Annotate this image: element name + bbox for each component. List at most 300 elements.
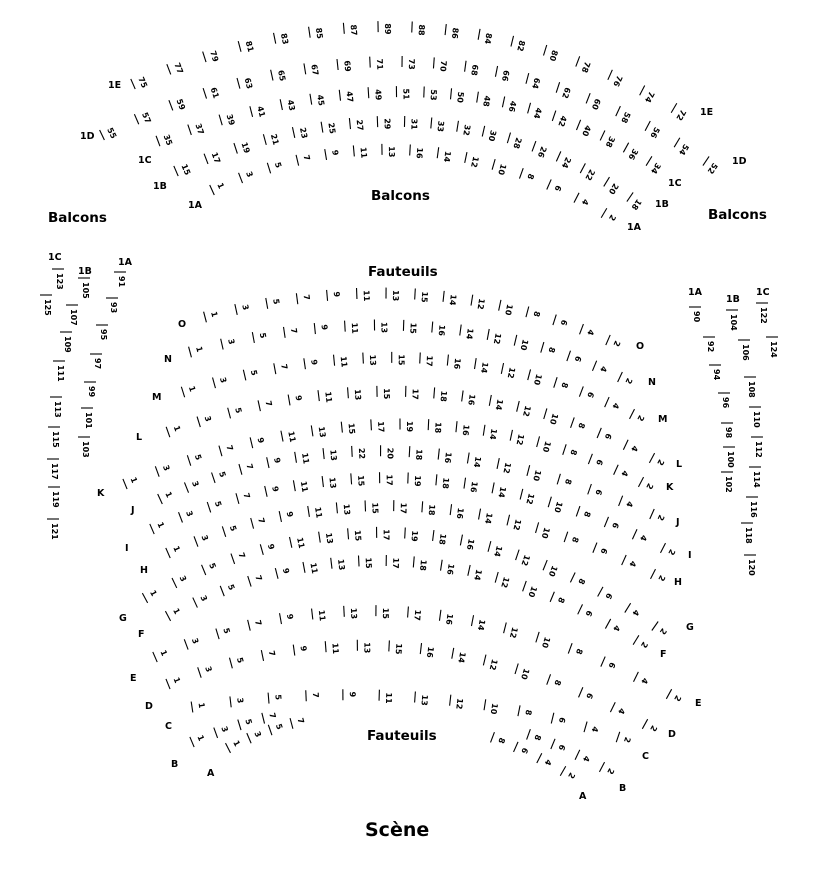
seat-1B-112[interactable]: [751, 437, 763, 458]
seat-G-11[interactable]: [290, 536, 307, 549]
seat-F-7[interactable]: [248, 574, 264, 586]
seat-1E-74[interactable]: [640, 85, 656, 104]
seat-1A-3[interactable]: [239, 170, 255, 183]
seat-L-13[interactable]: [348, 387, 363, 400]
seat-N-12[interactable]: [487, 329, 502, 345]
seat-L-18[interactable]: [434, 387, 449, 402]
seat-C-4[interactable]: [584, 722, 600, 734]
seat-G-5[interactable]: [202, 562, 218, 575]
seat-J-6[interactable]: [588, 484, 604, 497]
seat-F-16[interactable]: [441, 560, 456, 576]
seat-1A-11[interactable]: [353, 145, 368, 159]
seat-M-2[interactable]: [630, 409, 646, 423]
seat-1E-81[interactable]: [238, 40, 255, 53]
seat-L-11[interactable]: [318, 390, 334, 403]
seat-B-5[interactable]: [238, 718, 254, 730]
seat-B-7[interactable]: [262, 712, 278, 724]
seat-1B-111[interactable]: [53, 361, 65, 382]
seat-H-9[interactable]: [279, 511, 295, 522]
seat-1B-17[interactable]: [204, 151, 222, 165]
seat-I-5[interactable]: [207, 500, 223, 512]
seat-1C-123[interactable]: [52, 269, 64, 290]
seat-N-14[interactable]: [460, 325, 475, 341]
seat-B-2[interactable]: [599, 762, 615, 776]
seat-O-1[interactable]: [204, 311, 220, 323]
seat-E-1[interactable]: [153, 649, 169, 662]
seat-1C-41[interactable]: [250, 105, 267, 118]
seat-I-2[interactable]: [660, 543, 676, 557]
seat-I-19[interactable]: [408, 473, 422, 488]
seat-1C-122[interactable]: [756, 303, 768, 324]
seat-A-7[interactable]: [290, 717, 306, 729]
seat-H-5[interactable]: [222, 524, 238, 536]
seat-B-6[interactable]: [551, 739, 567, 752]
seat-L-16[interactable]: [462, 390, 477, 406]
seat-1E-80[interactable]: [544, 45, 560, 63]
seat-G-1[interactable]: [142, 589, 158, 603]
seat-I-17[interactable]: [380, 472, 394, 486]
seat-N-2[interactable]: [618, 372, 634, 385]
seat-1D-69[interactable]: [337, 59, 352, 72]
seat-M-12[interactable]: [501, 363, 516, 379]
seat-J-10[interactable]: [527, 465, 543, 482]
seat-H-13[interactable]: [336, 502, 351, 515]
seat-1B-20[interactable]: [604, 177, 620, 196]
seat-C-13[interactable]: [415, 692, 430, 707]
seat-1B-31[interactable]: [404, 116, 418, 130]
seat-1B-26[interactable]: [532, 141, 548, 159]
seat-F-5[interactable]: [220, 583, 236, 596]
seat-1A-98[interactable]: [721, 423, 733, 439]
seat-K-11[interactable]: [281, 430, 297, 443]
seat-F-17[interactable]: [386, 555, 400, 569]
seat-M-16[interactable]: [447, 355, 462, 370]
seat-I-6[interactable]: [604, 517, 620, 530]
seat-I-15[interactable]: [351, 473, 366, 487]
seat-N-1[interactable]: [189, 345, 205, 357]
seat-L-4[interactable]: [623, 440, 639, 454]
seat-1A-99[interactable]: [84, 382, 96, 398]
seat-1D-56[interactable]: [645, 121, 661, 140]
seat-I-18[interactable]: [436, 474, 451, 489]
seat-1D-61[interactable]: [203, 86, 221, 100]
seat-1E-78[interactable]: [576, 56, 592, 74]
seat-1D-59[interactable]: [169, 98, 187, 112]
seat-J-7[interactable]: [239, 463, 255, 475]
seat-1A-14[interactable]: [437, 147, 452, 163]
seat-K-18[interactable]: [428, 419, 442, 434]
seat-1E-85[interactable]: [309, 27, 325, 40]
seat-O-11[interactable]: [357, 288, 372, 302]
seat-1D-71[interactable]: [370, 57, 385, 71]
seat-1A-91[interactable]: [114, 272, 126, 288]
seat-1C-124[interactable]: [766, 337, 778, 358]
seat-J-12[interactable]: [497, 458, 512, 474]
seat-C-10[interactable]: [484, 699, 499, 715]
seat-L-5[interactable]: [228, 407, 244, 419]
seat-L-8[interactable]: [571, 417, 587, 430]
seat-1A-97[interactable]: [90, 354, 102, 369]
seat-1A-103[interactable]: [78, 437, 90, 458]
seat-E-3[interactable]: [184, 637, 200, 650]
seat-1E-82[interactable]: [511, 36, 527, 52]
seat-1C-46[interactable]: [502, 97, 517, 114]
seat-1C-37[interactable]: [188, 122, 206, 135]
seat-K-2[interactable]: [638, 477, 654, 491]
seat-M-15[interactable]: [392, 352, 406, 366]
seat-L-7[interactable]: [258, 400, 273, 411]
seat-G-13[interactable]: [319, 532, 335, 545]
seat-C-1[interactable]: [191, 702, 206, 713]
seat-E-11[interactable]: [312, 609, 327, 622]
seat-K-5[interactable]: [187, 453, 203, 465]
seat-1B-33[interactable]: [431, 118, 446, 133]
seat-G-4[interactable]: [625, 603, 641, 618]
seat-1D-62[interactable]: [556, 82, 572, 99]
seat-J-2[interactable]: [650, 509, 666, 522]
seat-1B-105[interactable]: [78, 278, 90, 299]
seat-F-2[interactable]: [633, 635, 649, 649]
seat-1E-86[interactable]: [445, 24, 460, 40]
seat-M-4[interactable]: [605, 397, 621, 410]
seat-K-16[interactable]: [456, 421, 471, 436]
seat-K-19[interactable]: [400, 419, 414, 433]
seat-O-4[interactable]: [580, 324, 596, 337]
seat-J-22[interactable]: [352, 446, 367, 459]
seat-O-6[interactable]: [553, 315, 569, 327]
seat-O-5[interactable]: [266, 298, 281, 309]
seat-B-1[interactable]: [190, 734, 206, 747]
seat-1B-19[interactable]: [234, 141, 252, 155]
seat-1B-24[interactable]: [556, 151, 572, 170]
seat-C-2[interactable]: [616, 732, 632, 744]
seat-1E-83[interactable]: [274, 32, 290, 45]
seat-N-13[interactable]: [374, 320, 388, 334]
seat-1D-60[interactable]: [586, 93, 602, 111]
seat-H-3[interactable]: [194, 534, 210, 547]
seat-A-2[interactable]: [560, 766, 576, 780]
seat-E-8[interactable]: [568, 643, 584, 656]
seat-N-5[interactable]: [252, 332, 267, 343]
seat-N-4[interactable]: [592, 361, 608, 374]
seat-1D-52[interactable]: [703, 156, 719, 175]
seat-H-17[interactable]: [394, 500, 408, 514]
seat-I-9[interactable]: [265, 485, 281, 496]
seat-1A-7[interactable]: [296, 154, 312, 166]
seat-1B-113[interactable]: [50, 397, 62, 418]
seat-I-14[interactable]: [492, 482, 507, 498]
seat-1E-75[interactable]: [131, 76, 149, 90]
seat-H-7[interactable]: [251, 517, 267, 529]
seat-B-3[interactable]: [214, 725, 230, 738]
seat-1B-116[interactable]: [746, 497, 758, 518]
seat-1A-12[interactable]: [465, 152, 480, 168]
seat-J-18[interactable]: [409, 446, 423, 461]
seat-I-13[interactable]: [322, 476, 338, 489]
seat-L-9[interactable]: [288, 395, 303, 406]
seat-N-8[interactable]: [541, 342, 557, 354]
seat-K-14[interactable]: [483, 425, 498, 441]
seat-E-10[interactable]: [536, 632, 552, 650]
seat-E-4[interactable]: [634, 672, 650, 686]
seat-K-7[interactable]: [219, 444, 235, 456]
seat-1E-72[interactable]: [671, 103, 687, 122]
seat-D-13[interactable]: [357, 640, 371, 654]
seat-1C-53[interactable]: [424, 87, 438, 101]
seat-1D-66[interactable]: [495, 66, 510, 82]
seat-1E-76[interactable]: [608, 70, 624, 89]
seat-1C-45[interactable]: [310, 94, 326, 107]
seat-1B-18[interactable]: [627, 192, 643, 211]
seat-K-10[interactable]: [537, 436, 553, 453]
seat-1C-51[interactable]: [396, 86, 410, 100]
seat-M-8[interactable]: [554, 377, 570, 389]
seat-H-2[interactable]: [651, 569, 667, 583]
seat-O-9[interactable]: [327, 290, 342, 301]
seat-I-12[interactable]: [520, 489, 536, 506]
seat-H-4[interactable]: [622, 555, 638, 569]
seat-N-11[interactable]: [345, 321, 360, 335]
seat-D-10[interactable]: [515, 663, 531, 681]
seat-C-9[interactable]: [343, 689, 357, 700]
seat-1A-2[interactable]: [601, 208, 617, 222]
seat-D-9[interactable]: [293, 645, 308, 656]
seat-1C-48[interactable]: [477, 92, 492, 108]
seat-1C-38[interactable]: [600, 131, 616, 150]
seat-1C-125[interactable]: [40, 295, 52, 316]
seat-1A-8[interactable]: [519, 168, 535, 181]
seat-A-5[interactable]: [268, 723, 284, 736]
seat-E-5[interactable]: [216, 627, 232, 639]
seat-E-14[interactable]: [471, 615, 486, 632]
seat-M-6[interactable]: [579, 386, 595, 399]
seat-I-3[interactable]: [179, 510, 195, 523]
seat-L-14[interactable]: [489, 395, 504, 411]
seat-O-2[interactable]: [606, 335, 622, 348]
seat-F-13[interactable]: [331, 558, 347, 571]
seat-H-18[interactable]: [422, 501, 437, 516]
seat-1D-54[interactable]: [674, 138, 690, 157]
seat-D-7[interactable]: [261, 650, 276, 661]
seat-C-6[interactable]: [551, 713, 567, 724]
seat-1A-90[interactable]: [689, 307, 701, 323]
seat-F-4[interactable]: [605, 619, 621, 633]
seat-L-6[interactable]: [597, 428, 613, 441]
seat-1B-104[interactable]: [726, 310, 738, 331]
seat-1A-94[interactable]: [709, 365, 721, 381]
seat-A-4[interactable]: [537, 753, 553, 767]
seat-1E-77[interactable]: [167, 61, 185, 75]
seat-1D-55[interactable]: [100, 126, 119, 140]
seat-F-11[interactable]: [303, 562, 319, 575]
seat-D-5[interactable]: [229, 656, 245, 668]
seat-1D-65[interactable]: [271, 69, 288, 82]
seat-1C-50[interactable]: [450, 88, 465, 103]
seat-1D-70[interactable]: [433, 57, 448, 72]
seat-H-14[interactable]: [479, 509, 494, 525]
seat-1B-115[interactable]: [48, 427, 60, 448]
seat-H-16[interactable]: [450, 504, 465, 520]
seat-K-13[interactable]: [311, 425, 327, 438]
seat-E-13[interactable]: [344, 606, 359, 619]
seat-1C-43[interactable]: [280, 99, 296, 112]
seat-1A-101[interactable]: [81, 408, 93, 429]
seat-K-12[interactable]: [510, 430, 525, 446]
seat-1B-15[interactable]: [174, 163, 192, 177]
seat-J-13[interactable]: [323, 448, 338, 461]
seat-1D-73[interactable]: [402, 56, 416, 70]
seat-I-7[interactable]: [236, 492, 252, 504]
seat-1B-28[interactable]: [507, 133, 523, 150]
seat-1D-57[interactable]: [134, 111, 152, 125]
seat-G-3[interactable]: [172, 574, 188, 588]
seat-N-6[interactable]: [567, 351, 583, 364]
seat-D-12[interactable]: [483, 655, 499, 671]
seat-L-3[interactable]: [197, 415, 213, 427]
seat-J-14[interactable]: [467, 453, 482, 469]
seat-E-16[interactable]: [439, 610, 454, 626]
seat-O-13[interactable]: [386, 288, 400, 302]
seat-H-11[interactable]: [308, 506, 324, 519]
seat-1D-63[interactable]: [237, 77, 254, 90]
seat-E-12[interactable]: [504, 623, 520, 640]
seat-O-3[interactable]: [235, 304, 250, 315]
seat-J-11[interactable]: [295, 452, 311, 465]
seat-F-14[interactable]: [468, 565, 484, 582]
seat-N-7[interactable]: [284, 327, 299, 338]
seat-D-4[interactable]: [610, 702, 626, 716]
seat-G-8[interactable]: [570, 572, 586, 586]
seat-E-17[interactable]: [408, 607, 423, 622]
seat-M-5[interactable]: [243, 369, 259, 380]
seat-H-1[interactable]: [166, 545, 182, 558]
seat-G-6[interactable]: [598, 587, 614, 601]
seat-G-10[interactable]: [543, 560, 559, 578]
seat-L-2[interactable]: [649, 453, 665, 467]
seat-L-1[interactable]: [166, 424, 182, 437]
seat-1C-40[interactable]: [576, 120, 592, 138]
seat-E-15[interactable]: [376, 605, 390, 619]
seat-1C-35[interactable]: [156, 133, 174, 147]
seat-K-6[interactable]: [588, 454, 604, 467]
seat-A-8[interactable]: [491, 732, 507, 745]
seat-C-8[interactable]: [518, 705, 533, 716]
seat-1C-39[interactable]: [219, 113, 236, 127]
seat-C-5[interactable]: [268, 693, 283, 704]
seat-L-10[interactable]: [544, 408, 560, 426]
seat-G-16[interactable]: [460, 535, 475, 551]
seat-1A-1[interactable]: [210, 181, 226, 195]
seat-1A-13[interactable]: [382, 144, 396, 158]
seat-1B-109[interactable]: [60, 332, 72, 353]
seat-N-16[interactable]: [432, 322, 447, 337]
seat-1B-119[interactable]: [48, 487, 60, 508]
seat-A-3[interactable]: [247, 730, 263, 743]
seat-A-1[interactable]: [226, 739, 242, 753]
seat-E-2[interactable]: [666, 689, 682, 703]
seat-I-10[interactable]: [548, 497, 564, 514]
seat-M-11[interactable]: [334, 355, 349, 369]
seat-1B-108[interactable]: [744, 377, 756, 398]
seat-E-7[interactable]: [248, 619, 263, 631]
seat-C-12[interactable]: [450, 695, 465, 710]
seat-G-9[interactable]: [260, 543, 276, 555]
seat-K-9[interactable]: [250, 437, 266, 449]
seat-1A-93[interactable]: [106, 298, 118, 313]
seat-1B-117[interactable]: [47, 459, 59, 480]
seat-O-10[interactable]: [499, 300, 515, 317]
seat-1A-16[interactable]: [410, 145, 424, 160]
seat-F-12[interactable]: [495, 572, 511, 589]
seat-I-4[interactable]: [632, 529, 648, 543]
seat-E-6[interactable]: [601, 657, 617, 670]
seat-O-7[interactable]: [296, 293, 311, 304]
seat-F-18[interactable]: [413, 556, 428, 571]
seat-G-7[interactable]: [231, 551, 247, 564]
seat-1C-47[interactable]: [339, 90, 354, 103]
seat-G-15[interactable]: [348, 528, 363, 542]
seat-N-9[interactable]: [314, 323, 329, 334]
seat-D-2[interactable]: [642, 719, 658, 733]
seat-1B-118[interactable]: [741, 523, 753, 544]
seat-N-3[interactable]: [221, 338, 236, 349]
seat-D-15[interactable]: [389, 640, 403, 655]
seat-M-13[interactable]: [363, 353, 378, 366]
seat-1B-22[interactable]: [580, 163, 596, 182]
seat-A-6[interactable]: [514, 742, 530, 755]
seat-1B-32[interactable]: [457, 121, 472, 137]
seat-F-10[interactable]: [523, 581, 539, 599]
seat-C-11[interactable]: [379, 690, 393, 704]
seat-1B-110[interactable]: [749, 407, 761, 428]
seat-L-12[interactable]: [517, 401, 533, 418]
seat-H-10[interactable]: [536, 522, 552, 540]
seat-1B-107[interactable]: [66, 305, 78, 326]
seat-1E-88[interactable]: [412, 22, 426, 37]
seat-G-2[interactable]: [652, 621, 668, 636]
seat-M-3[interactable]: [213, 376, 229, 388]
seat-J-8[interactable]: [557, 474, 573, 486]
seat-O-12[interactable]: [471, 295, 486, 311]
seat-1A-5[interactable]: [267, 161, 283, 173]
seat-1A-10[interactable]: [492, 159, 508, 176]
seat-1D-58[interactable]: [616, 106, 632, 125]
seat-1B-121[interactable]: [47, 519, 59, 540]
seat-B-8[interactable]: [527, 729, 543, 742]
seat-J-3[interactable]: [184, 480, 200, 493]
seat-1B-27[interactable]: [349, 118, 364, 131]
seat-K-3[interactable]: [155, 464, 171, 477]
seat-1A-4[interactable]: [574, 193, 590, 207]
seat-1A-96[interactable]: [718, 393, 730, 409]
seat-D-14[interactable]: [452, 648, 467, 664]
seat-G-12[interactable]: [516, 550, 532, 567]
seat-K-1[interactable]: [123, 476, 139, 489]
seat-J-1[interactable]: [158, 490, 174, 504]
seat-N-15[interactable]: [403, 320, 417, 335]
seat-F-6[interactable]: [578, 604, 594, 618]
seat-K-4[interactable]: [614, 465, 630, 479]
seat-1E-84[interactable]: [478, 29, 493, 45]
seat-1D-67[interactable]: [304, 63, 320, 76]
seat-H-8[interactable]: [564, 532, 580, 545]
seat-1A-6[interactable]: [547, 179, 563, 192]
seat-K-17[interactable]: [371, 419, 386, 432]
seat-J-4[interactable]: [619, 496, 635, 509]
seat-K-8[interactable]: [563, 444, 579, 456]
seat-1B-106[interactable]: [738, 340, 750, 361]
seat-1E-89[interactable]: [378, 21, 392, 35]
